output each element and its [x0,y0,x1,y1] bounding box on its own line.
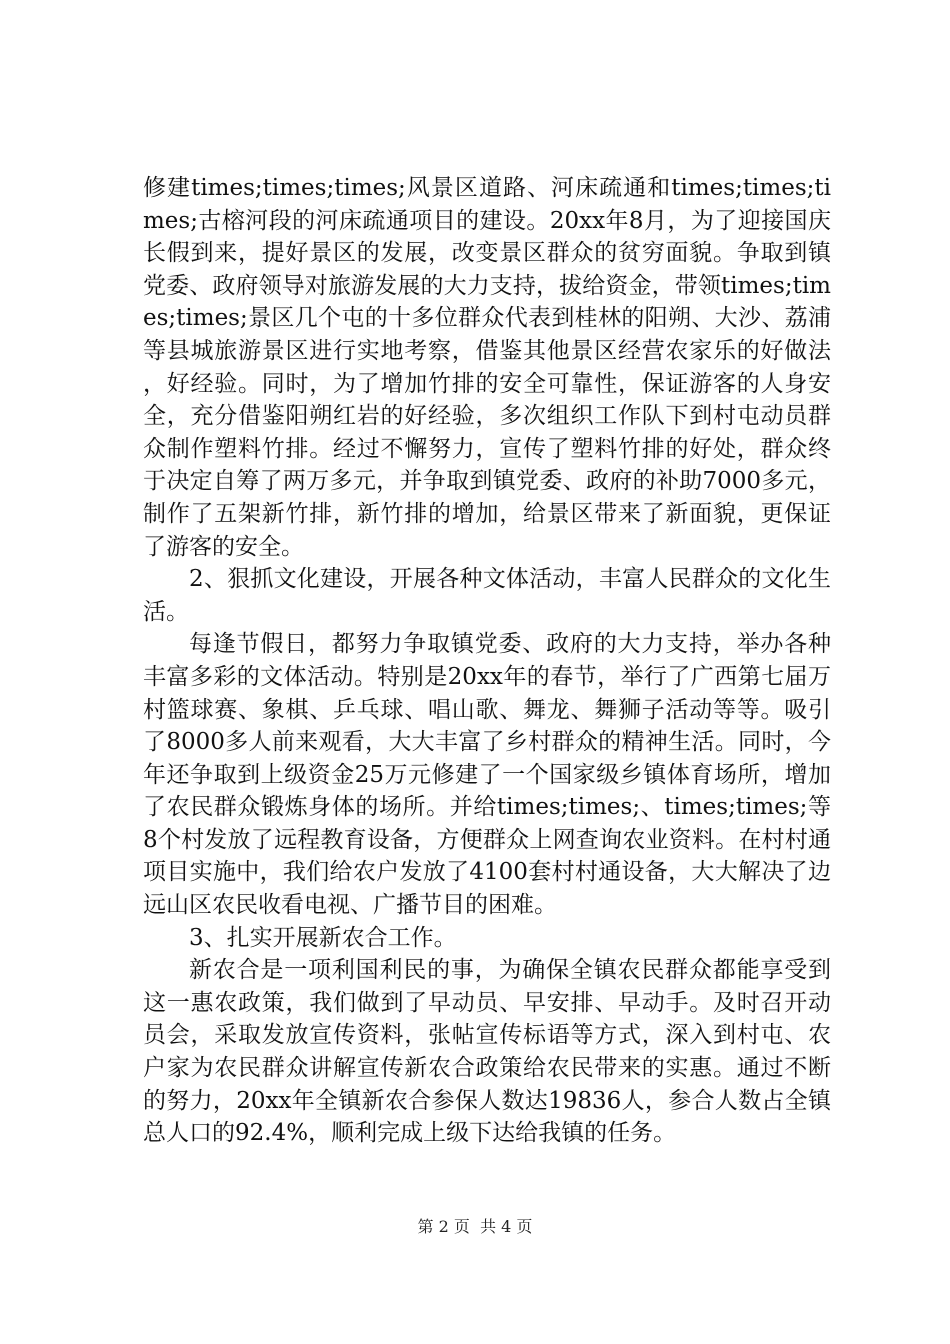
paragraph-road-construction: 修建times;times;times;风景区道路、河床疏通和times;times;times;古榕河段的河床疏通项目的建设。20xx年8月，为了迎接国庆长假到来，提好景区的发展，改变景区群众的贫穷面貌。争取到镇党委、政府领导对旅游发展的大力支持，拔给资金，带领times;times;times;景区几个屯的十多位群众代表到桂林的阳朔、大沙、荔浦等县城旅游景区进行实地考察，借鉴其他景区经营农家乐的好做法，好经验。同时，为了增加竹排的安全可靠性，保证游客的人身安全，充分借鉴阳朔红岩的好经验，多次组织工作队下到村屯动员群众制作塑料竹排。经过不懈努力，宣传了塑料竹排的好处，群众终于决定自筹了两万多元，并争取到镇党委、政府的补助7000多元，制作了五架新竹排，新竹排的增加，给景区带来了新面貌，更保证了游客的安全。 [143,175,831,560]
heading-culture-construction: 2、狠抓文化建设，开展各种文体活动，丰富人民群众的文化生活。 [143,566,831,625]
heading-new-rural-cooperative: 3、扎实开展新农合工作。 [189,924,457,951]
page-number-footer: 第 2 页 共 4 页 [417,1217,533,1236]
document-body [143,172,831,1150]
paragraph-new-rural-cooperative: 新农合是一项利国利民的事，为确保全镇农民群众都能享受到这一惠农政策，我们做到了早动员、早安排、早动手。及时召开动员会，采取发放宣传资料，张帖宣传标语等方式，深入到村屯、农户家为农民群众讲解宣传新农合政策给农民带来的实惠。通过不断的努力，20xx年全镇新农合参保人数达19836人，参合人数占全镇总人口的92.4%，顺利完成上级下达给我镇的任务。 [143,957,831,1147]
paragraph-culture-activities: 每逢节假日，都努力争取镇党委、政府的大力支持，举办各种丰富多彩的文体活动。特别是20xx年的春节，举行了广西第七届万村篮球赛、象棋、乒乓球、唱山歌、舞龙、舞狮子活动等等。吸引了8000多人前来观看，大大丰富了乡村群众的精神生活。同时，今年还争取到上级资金25万元修建了一个国家级乡镇体育场所，增加了农民群众锻炼身体的场所。并给times;times;、times;times;等8个村发放了远程教育设备，方便群众上网查询农业资料。在村村通项目实施中，我们给农户发放了4100套村村通设备，大大解决了边远山区农民收看电视、广播节目的困难。 [143,631,831,919]
